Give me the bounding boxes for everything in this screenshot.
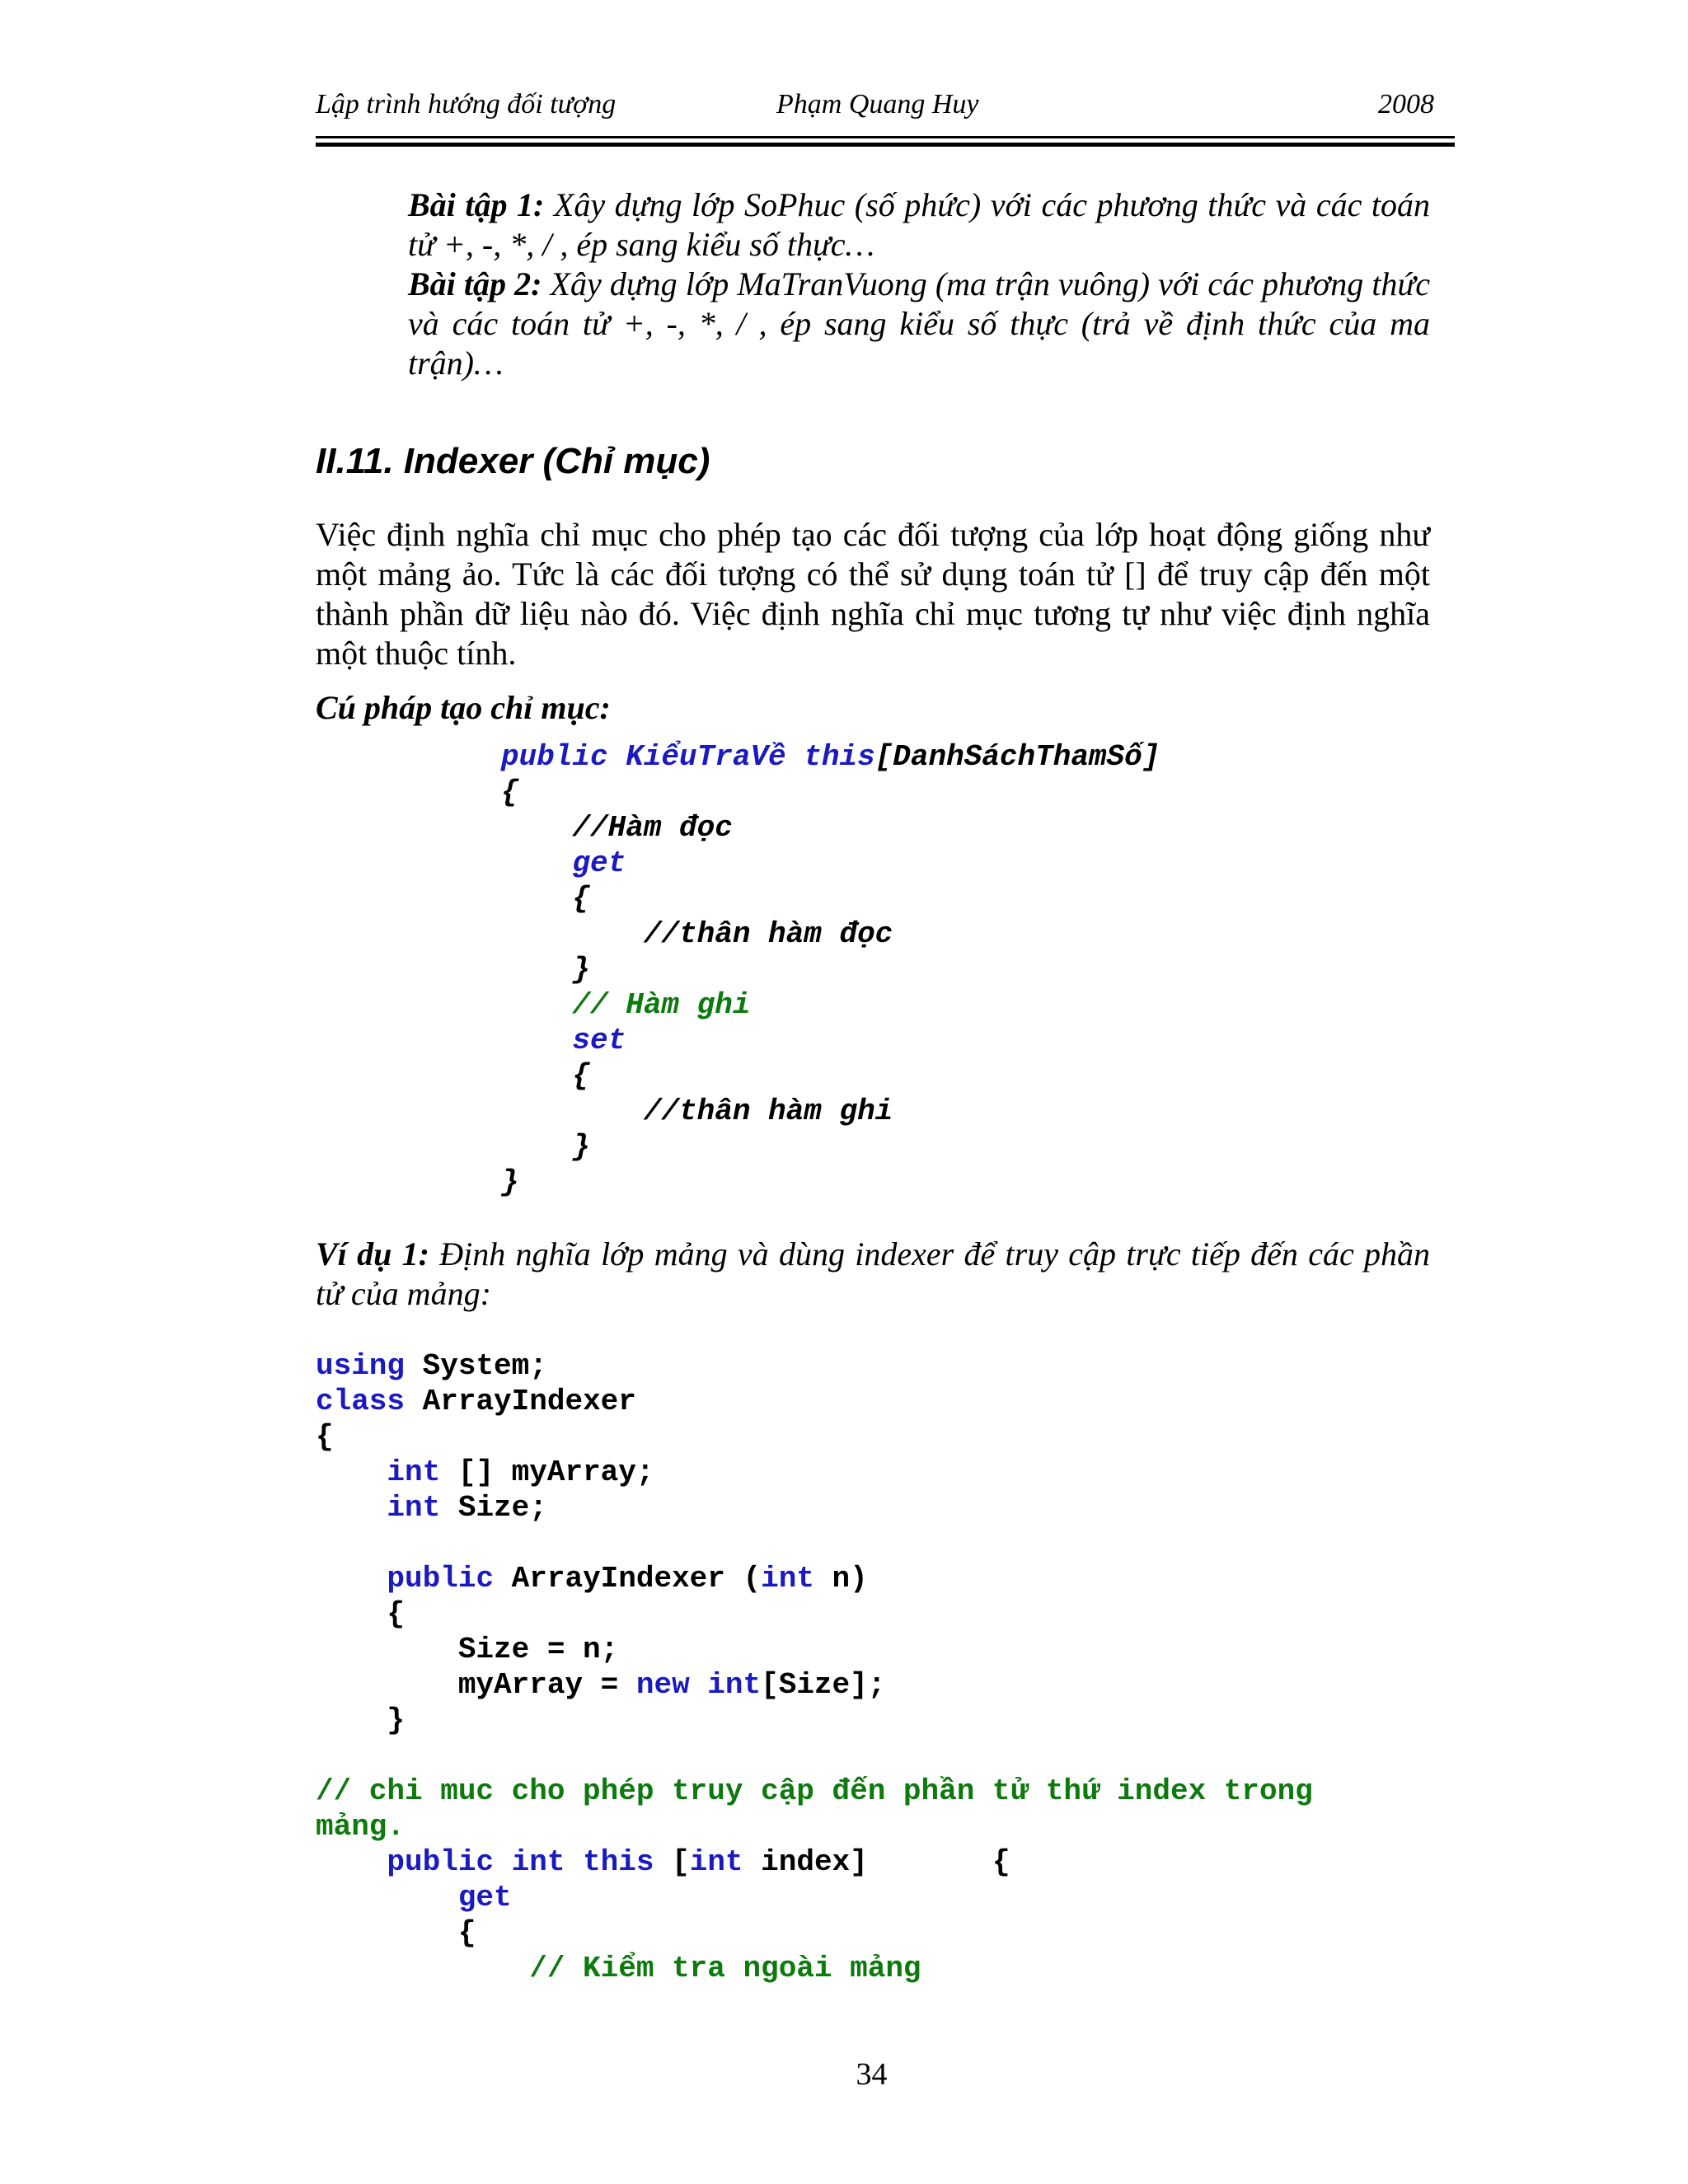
code-token: [316, 1845, 387, 1879]
syntax-code-line: [501, 810, 1160, 846]
header-rule-thick: [316, 143, 1455, 147]
exercise-2-label: Bài tập 2:: [408, 265, 542, 302]
code-token: myArray =: [316, 1668, 636, 1702]
code-token: // Hàm ghi: [501, 988, 751, 1022]
syntax-code-line: [501, 881, 1160, 916]
code-token: mảng.: [316, 1810, 406, 1844]
code-token: n): [814, 1562, 868, 1596]
code-token: using: [316, 1349, 406, 1383]
code-token: }: [501, 1165, 519, 1199]
code-token: ArrayIndexer: [405, 1385, 636, 1418]
syntax-code-line: [501, 1094, 1160, 1129]
code-token: Size = n;: [316, 1633, 619, 1666]
example-code-line: [316, 1738, 1313, 1774]
code-token: int: [387, 1491, 441, 1525]
code-token: // Kiểm tra ngoài mảng: [316, 1952, 921, 1985]
header-book-title: Lập trình hướng đối tượng: [316, 89, 617, 120]
example-code-block: [316, 1348, 1313, 1986]
syntax-code-line: [501, 775, 1160, 810]
code-token: this: [583, 1845, 654, 1879]
example-code-line: [316, 1951, 1313, 1986]
syntax-code-line: [501, 739, 1160, 775]
code-token: public: [387, 1562, 495, 1596]
syntax-code-block: [501, 739, 1160, 1200]
code-token: [316, 1455, 387, 1489]
code-token: {: [501, 776, 519, 809]
code-token: [316, 1881, 458, 1915]
code-token: {: [501, 1059, 591, 1093]
example-code-line: [316, 1490, 1313, 1526]
syntax-code-line: [501, 952, 1160, 987]
code-token: {: [316, 1420, 334, 1454]
example-text: Định nghĩa lớp mảng và dùng indexer để truy cập trực tiếp đến các phần tử của mảng:: [316, 1235, 1430, 1312]
code-token: }: [316, 1704, 406, 1737]
example-code-line: [316, 1667, 1313, 1703]
example-code-line: [316, 1455, 1313, 1490]
page-number: 34: [856, 2057, 888, 2092]
code-token: [: [654, 1845, 690, 1879]
code-token: get: [501, 846, 626, 880]
code-token: [DanhSáchThamSố]: [874, 740, 1160, 774]
code-token: {: [316, 1916, 476, 1950]
example-description: [316, 1235, 1430, 1314]
example-code-line: [316, 1915, 1313, 1951]
code-token: int: [511, 1845, 565, 1879]
exercise-1: [408, 185, 1430, 265]
code-token: ArrayIndexer (: [494, 1562, 762, 1596]
syntax-code-line: [501, 987, 1160, 1023]
example-code-line: [316, 1561, 1313, 1596]
example-code-line: [316, 1348, 1313, 1384]
example-code-line: [316, 1774, 1313, 1809]
exercise-1-label: Bài tập 1:: [408, 186, 545, 223]
example-code-line: [316, 1596, 1313, 1632]
code-token: [316, 1562, 387, 1596]
code-token: //thân hàm ghi: [501, 1094, 893, 1128]
code-token: int: [707, 1668, 762, 1702]
code-token: System;: [405, 1349, 547, 1383]
code-token: set: [501, 1024, 626, 1057]
intro-paragraph: Việc định nghĩa chỉ mục cho phép tạo các đối tượng của lớp hoạt động giống như một mảng ảo. Tức là các đối tượng có thể sử dụng toán tử [] để truy cập đến một thành phần dữ liệu nào đó. Việc định nghĩa chỉ mục tương tự như việc định nghĩa một thuộc tính.: [316, 516, 1430, 672]
syntax-heading: Cú pháp tạo chỉ mục:: [316, 689, 611, 726]
code-token: }: [501, 1130, 591, 1164]
code-token: Size;: [440, 1491, 547, 1525]
example-code-line: [316, 1419, 1313, 1455]
code-token: //Hàm đọc: [501, 811, 733, 845]
header-author: Phạm Quang Huy: [776, 89, 979, 120]
code-token: [Size];: [761, 1668, 886, 1702]
syntax-code-line: [501, 846, 1160, 881]
example-code-line: [316, 1809, 1313, 1844]
code-token: [494, 1845, 512, 1879]
example-code-line: [316, 1844, 1313, 1880]
exercise-2: [408, 265, 1430, 383]
code-token: index] {: [743, 1845, 1010, 1879]
syntax-code-line: [501, 1165, 1160, 1200]
code-token: class: [316, 1385, 406, 1418]
header-rule-thin: [316, 136, 1455, 138]
exercise-1-text: Xây dựng lớp SoPhuc (số phức) với các phương thức và các toán tử +, -, *, / , ép sang kiểu số thực…: [408, 186, 1431, 263]
code-token: }: [501, 953, 591, 987]
code-token: [316, 1491, 387, 1525]
syntax-code-line: [501, 916, 1160, 952]
code-token: int: [761, 1562, 814, 1596]
code-token: int: [387, 1455, 441, 1489]
code-token: get: [457, 1881, 512, 1915]
syntax-code-line: [501, 1023, 1160, 1058]
exercise-2-text: Xây dựng lớp MaTranVuong (ma trận vuông) với các phương thức và các toán tử +, -, *, / , ép sang kiểu số thực (trả về định thức của ma trận)…: [408, 265, 1431, 382]
code-token: int: [689, 1845, 743, 1879]
example-code-line: [316, 1632, 1313, 1667]
code-token: // chi muc cho phép truy cập đến phần tử thứ index trong: [316, 1774, 1313, 1808]
code-token: new: [635, 1668, 690, 1702]
example-code-line: [316, 1703, 1313, 1738]
code-token: [] myArray;: [440, 1455, 654, 1489]
code-token: //thân hàm đọc: [501, 917, 893, 951]
example-label: Ví dụ 1:: [316, 1235, 429, 1272]
code-token: [565, 1845, 583, 1879]
code-token: public: [387, 1845, 495, 1879]
section-title: II.11. Indexer (Chỉ mục): [316, 441, 710, 481]
example-code-line: [316, 1880, 1313, 1915]
code-token: public KiểuTraVề this: [501, 740, 875, 774]
code-token: {: [316, 1597, 406, 1631]
header-year: 2008: [1378, 89, 1434, 120]
example-code-line: [316, 1384, 1313, 1419]
code-token: [690, 1668, 708, 1702]
syntax-code-line: [501, 1129, 1160, 1165]
example-code-line: [316, 1526, 1313, 1561]
code-token: {: [501, 882, 591, 916]
syntax-code-line: [501, 1058, 1160, 1094]
